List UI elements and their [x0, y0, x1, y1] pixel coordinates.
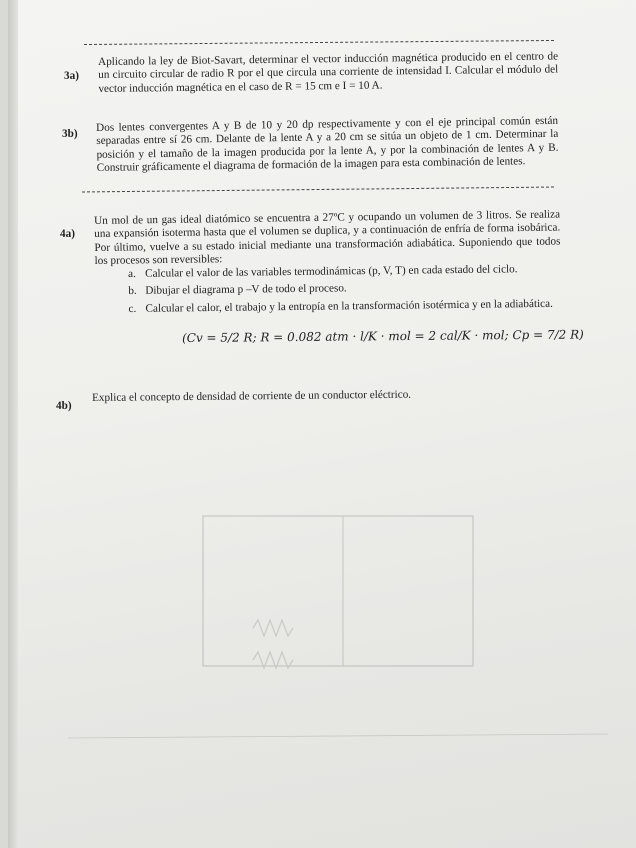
question-4a-label: 4a)	[60, 228, 75, 240]
list-text: Calcular el calor, el trabajo y la entropía en la transformación isotérmica y en la adiabática.	[145, 297, 553, 315]
question-3a-label: 3a)	[64, 70, 79, 82]
exam-paper	[8, 0, 636, 848]
list-marker: b.	[128, 285, 137, 298]
bleed-through-circuit	[8, 0, 636, 848]
formula-text: (Cv = 5/2 R; R = 0.082 atm · l/K · mol = 2 cal/K · mol; Cp = 7/2 R)	[182, 327, 584, 345]
question-4b-label: 4b)	[56, 400, 72, 412]
list-marker: a.	[128, 267, 136, 280]
list-text: Calcular el valor de las variables termodinámicas (p, V, T) en cada estado del ciclo.	[144, 263, 518, 280]
question-3a-text: Aplicando la ley de Biot-Savart, determinar el vector inducción magnética producido en el centro de un circuito circular de radio R por el que circula una corriente de intensidad I. Calcular el módulo del vector inducción magnética en el caso de R = 15 cm e I = 10 A.	[98, 50, 559, 95]
question-4b-text: Explica el concepto de densidad de corriente de un conductor eléctrico.	[92, 388, 412, 404]
list-marker: c.	[128, 302, 137, 315]
list-text: Dibujar el diagrama p –V de todo el proceso.	[145, 282, 347, 298]
question-3b-text: Dos lentes convergentes A y B de 10 y 20 dp respectivamente y con el eje principal común están separadas entre sí 26 cm. Delante de la lente A y a 20 cm se sitúa un objeto de 1 cm. Determinar la posición y el tamaño de la imagen producida por la lente A, y por la combinación de lentes A y B. Construir gráficamente el diagrama de formación de la imagen para esta combinación de lentes.	[96, 114, 559, 175]
question-4a-text: Un mol de un gas ideal diatómico se encuentra a 27ºC y ocupando un volumen de 3 litros. Se realiza una expansión isoterma hasta que el volumen se duplica, y a continuación de enfría de forma isobárica. Por último, vuelve a su estado inicial mediante una transformación adiabática. Suponiendo que todos los procesos son reversibles:	[94, 208, 561, 268]
question-3b-label: 3b)	[62, 128, 78, 140]
